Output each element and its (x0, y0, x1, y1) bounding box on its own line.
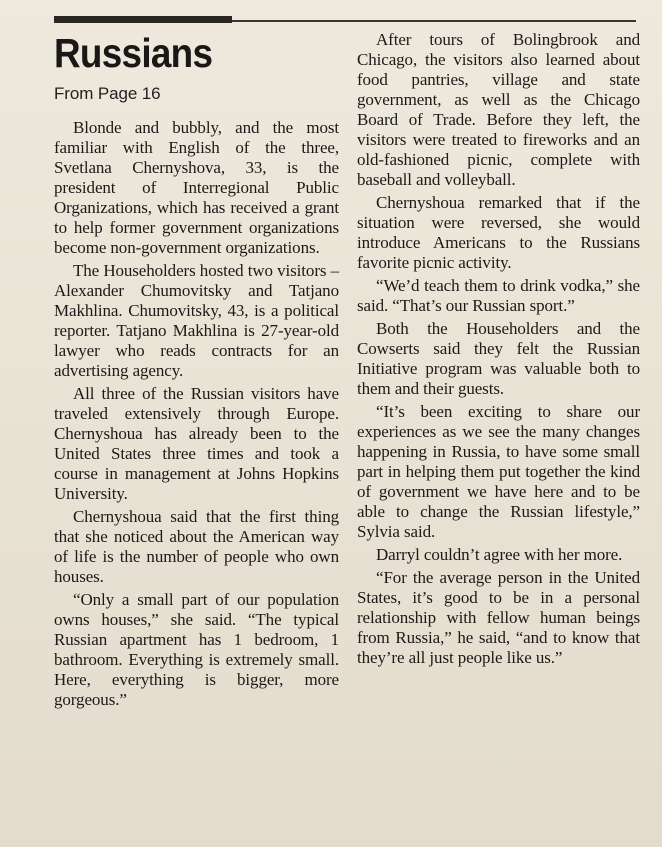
paragraph: Darryl couldn’t agree with her more. (376, 545, 623, 564)
paragraph: The Householders hosted two visitors – Alexander Chumovitsky and Tatjano Makhlina. Chumovitsky, 43, is a political reporter. Tatjano Makhlina is 27-year-old lawyer who reads contracts for an advertising agency. (54, 261, 339, 380)
paragraph: Both the Householders and the Cowserts said they felt the Russian Initiative program was valuable both to them and their guests. (357, 319, 640, 398)
paragraph: Chernyshoua remarked that if the situation were reversed, she would introduce Americans to the Russians favorite picnic activity. (357, 193, 640, 272)
headline: Russians (54, 30, 213, 76)
top-rule-thick (54, 16, 232, 23)
paragraph: Chernyshoua said that the first thing that she noticed about the American way of life is the number of people who own houses. (54, 507, 339, 586)
paragraph: “For the average person in the United States, it’s good to be in a personal relationship with fellow human beings from Russia,” he said, “and to know that they’re all just people like us.” (357, 568, 640, 667)
paragraph: After tours of Bolingbrook and Chicago, the visitors also learned about food pantries, village and state government, as well as the Chicago Board of Trade. Before they left, the visitors were treated to fireworks and an old-fashioned picnic, complete with baseball and volleyball. (357, 30, 640, 189)
right-column (357, 30, 640, 671)
left-column (54, 30, 339, 713)
paragraph: Blonde and bubbly, and the most familiar with English of the three, Svetlana Chernyshova, 33, is the president of Interregional Public Organizations, which has received a grant to help former government organizations become non-government organizations. (54, 118, 339, 257)
top-rule-thin (232, 20, 636, 22)
paragraph: “It’s been exciting to share our experiences as we see the many changes happening in Russia, to have some small part in helping them put together the kind of government we have here and to be able to change the Russian lifestyle,” Sylvia said. (357, 402, 640, 541)
paragraph: “We’d teach them to drink vodka,” she said. “That’s our Russian sport.” (357, 276, 640, 315)
jump-line: From Page 16 (54, 84, 161, 103)
paragraph: All three of the Russian visitors have traveled extensively through Europe. Chernyshoua has already been to the United States three times and took a course in management at Johns Hopkins University. (54, 384, 339, 503)
paragraph: “Only a small part of our population owns houses,” she said. “The typical Russian apartment has 1 bedroom, 1 bathroom. Everything is extremely small. Here, everything is bigger, more gorgeous.” (54, 590, 339, 709)
